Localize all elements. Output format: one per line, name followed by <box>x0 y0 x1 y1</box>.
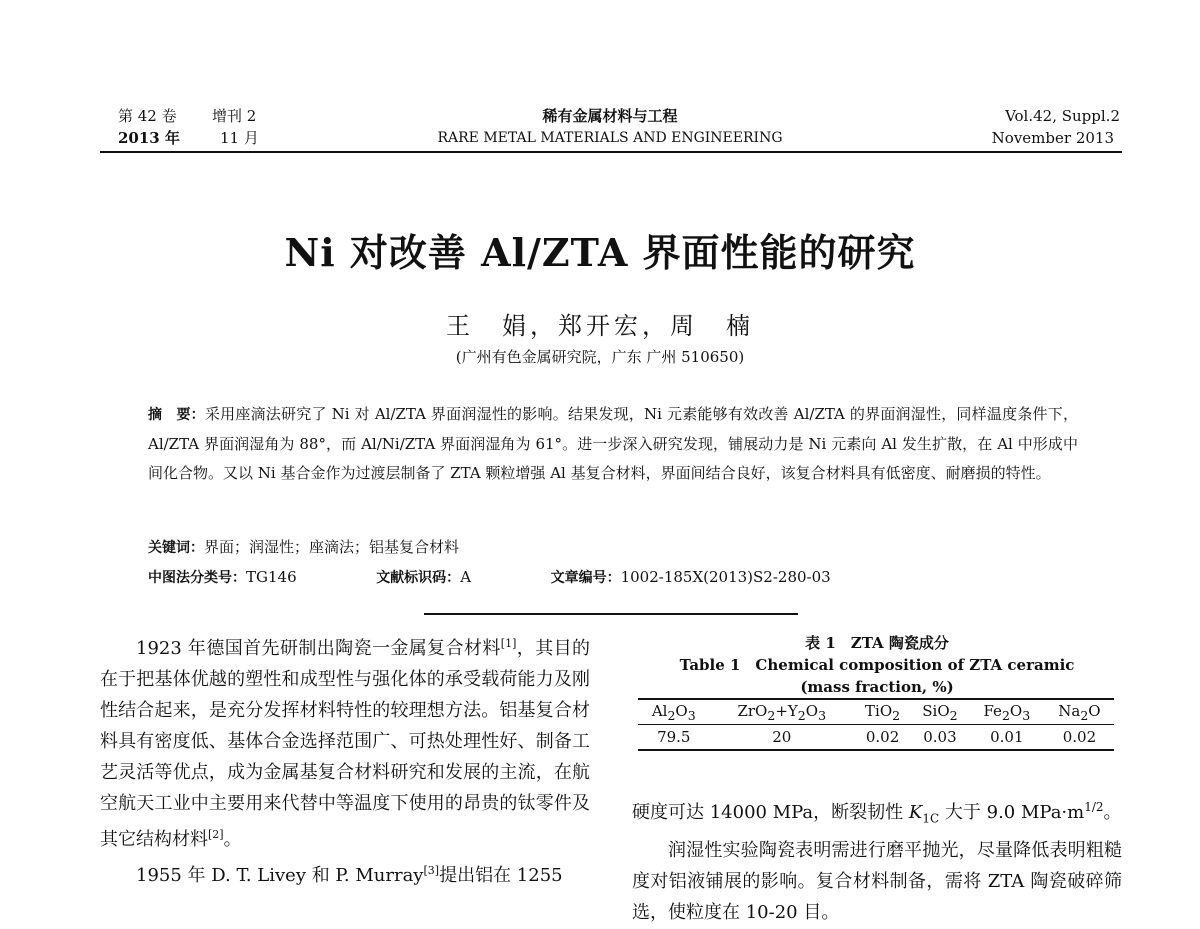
table-cell: 0.02 <box>865 728 900 746</box>
abstract <box>148 400 1078 488</box>
clc-value: TG146 <box>246 568 297 586</box>
body-right-column <box>632 792 1122 928</box>
table-header-cell: $Na_2O$ <box>1058 701 1101 723</box>
table-header-cell: TiO$_2$ <box>865 701 901 723</box>
table-caption-cn: 表 1 ZTA 陶瓷成分 <box>805 634 949 652</box>
header-journal-cn: 稀有金属材料与工程 <box>542 107 678 125</box>
keywords <box>148 536 1078 557</box>
citation-ref: [2] <box>208 828 224 841</box>
table-cell: 0.03 <box>923 728 957 746</box>
header-journal-en: RARE METAL MATERIALS AND ENGINEERING <box>437 130 783 146</box>
table-header-cell: $Fe_2O_3$ <box>983 701 1031 723</box>
body-right-line-1: 硬度可达 14000 MPa，断裂韧性 $K_{1C}$ 大于 9.0 $MPa\cdot m^{1/2}$。 <box>632 800 1122 826</box>
table-header-cell: SiO$_2$ <box>922 701 958 723</box>
article-no-label: 文章编号： <box>550 570 621 586</box>
paper-title: Ni 对改善 Al/ZTA 界面性能的研究 <box>284 230 916 275</box>
table-cell: 20 <box>772 728 792 746</box>
table-caption-en-unit: (mass fraction, %) <box>800 678 954 696</box>
table-cell: 79.5 <box>657 728 691 746</box>
body-paragraph-2: 1955 年 D. T. Livey 和 P. Murray[3]提出铝在 1255 <box>136 864 563 886</box>
header-rule <box>100 151 1122 153</box>
header-year-cn: 2013 年 <box>118 129 180 147</box>
header-volume-cn: 第 42 卷 <box>118 107 177 125</box>
body-right-paragraph-2: 润湿性实验陶瓷表明需进行磨平抛光，尽量降低表明粗糙度对铝液铺展的影响。复合材料制备，需将 ZTA 陶瓷破碎筛选，使粒度在 10-20 目。 <box>632 839 1122 923</box>
table-header-row <box>638 699 1114 725</box>
keywords-label: 关键词： <box>148 540 204 556</box>
citation-ref: [1] <box>500 637 517 650</box>
doc-code-value: A <box>460 568 472 586</box>
table-cell: 0.01 <box>990 728 1024 746</box>
body-paragraph-1: 1923 年德国首先研制出陶瓷一金属复合材料[1]，其目的在于把基体优越的塑性和成型性与强化体的承受载荷能力及刚性结合起来，是充分发挥材料特性的较理想方法。铝基复合材料具有密度低、基体合金选择范围广、可热处理性好、制备工艺灵活等优点，成为金属基复合材料研究和发展的主流，在航空航天工业中主要用来代替中等温度下使用的昂贵的钛零件及其它结构材料[2]。 <box>100 637 591 850</box>
article-no-value: 1002-185X(2013)S2-280-03 <box>620 568 831 586</box>
table-header-cell: $Al_2O_3$ <box>651 701 696 723</box>
table-caption-en: Table 1 Chemical composition of ZTA ceramic <box>679 656 1075 674</box>
abstract-label: 摘 要： <box>148 407 205 423</box>
paper-affiliation: (广州有色金属研究院，广东 广州 510650) <box>455 348 745 366</box>
keywords-text: 界面；润湿性；座滴法；铝基复合材料 <box>204 538 460 556</box>
header-suppl-cn: 增刊 2 <box>212 107 257 125</box>
header-date-en: November 2013 <box>991 129 1114 147</box>
body-left-column <box>100 628 590 891</box>
composition-table <box>638 698 1114 751</box>
table-cell: 0.02 <box>1062 728 1097 746</box>
section-separator <box>424 613 798 615</box>
table-header-cell: $ZrO_2+Y_2O_3$ <box>737 701 827 723</box>
table-1 <box>632 632 1122 751</box>
abstract-text: 采用座滴法研究了 Ni 对 Al/ZTA 界面润湿性的影响。结果发现，Ni 元素能够有效改善 Al/ZTA 的界面润湿性，同样温度条件下，Al/ZTA 界面润湿角为 88°，而 Al/Ni/ZTA 界面润湿角为 61°。进一步深入研究发现，铺展动力是 Ni 元素向 Al 发生扩散，在 Al 中形成中间化合物。又以 Ni 基合金作为过渡层制备了 ZTA 颗粒增强 Al 基复合材料，界面间结合良好，该复合材料具有低密度、耐磨损的特性。 <box>148 405 1079 482</box>
classification-line <box>148 567 831 587</box>
header-month-cn: 11 月 <box>220 129 259 147</box>
clc-label: 中图法分类号： <box>148 570 246 586</box>
citation-ref: [3] <box>423 864 440 877</box>
table-row <box>638 725 1114 751</box>
header-volume-en: Vol.42, Suppl.2 <box>1005 107 1120 125</box>
doc-code-label: 文献标识码： <box>376 570 461 586</box>
paper-authors: 王 娟，郑开宏，周 楠 <box>446 312 754 340</box>
